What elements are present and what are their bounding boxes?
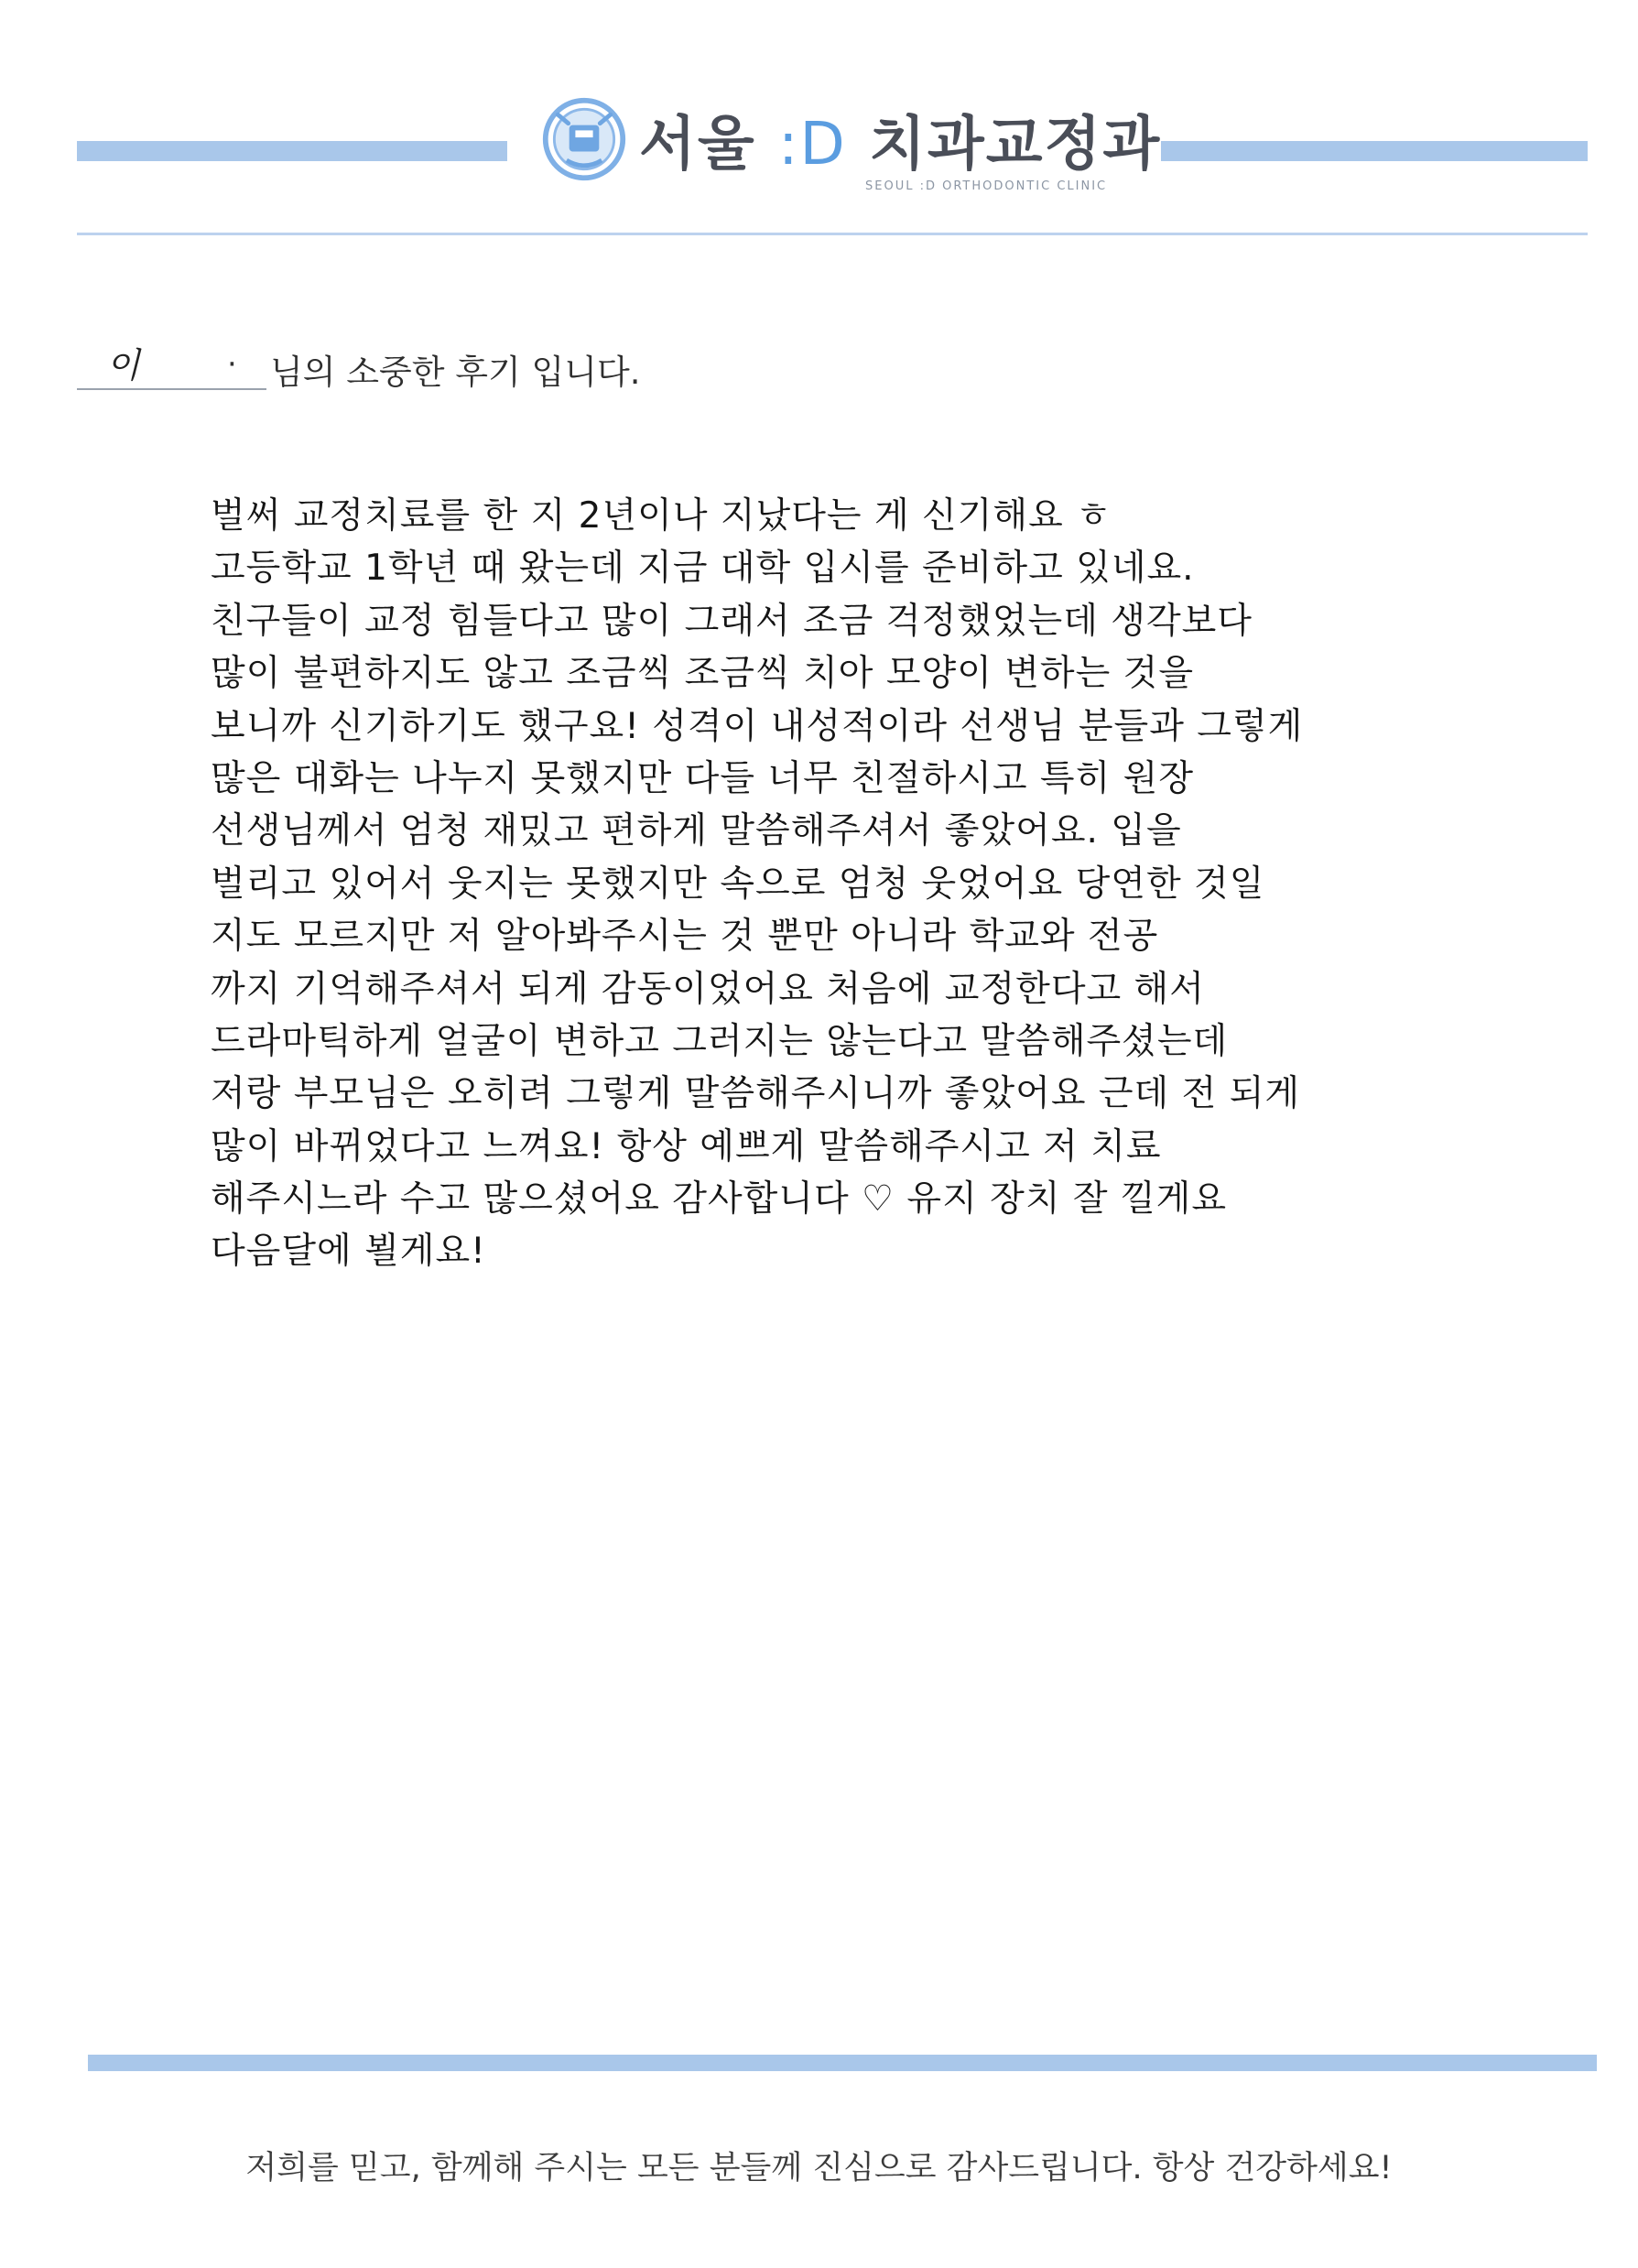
- clinic-emblem-icon: [540, 95, 628, 183]
- review-line: 벌리고 있어서 웃지는 못했지만 속으로 엄청 웃었어요 당연한 것일: [211, 863, 1265, 905]
- review-line: 많이 불편하지도 않고 조금씩 조금씩 치아 모양이 변하는 것을: [211, 653, 1195, 695]
- review-line: 많이 바뀌었다고 느껴요! 항상 예쁘게 말씀해주시고 저 치료: [211, 1125, 1162, 1167]
- review-line: 선생님께서 엄청 재밌고 편하게 말씀해주셔서 좋았어요. 입을: [211, 810, 1182, 852]
- review-line: 보니까 신기하기도 했구요! 성격이 내성적이라 선생님 분들과 그렇게: [211, 705, 1304, 747]
- reviewer-name-underline: [77, 388, 266, 390]
- reviewer-name-handwritten: 이: [106, 345, 140, 385]
- header-divider: [77, 233, 1588, 235]
- review-line: 저랑 부모님은 오히려 그렇게 말씀해주시니까 좋았어요 근데 전 되게: [211, 1073, 1301, 1115]
- review-heading: 님의 소중한 후기 입니다.: [270, 353, 641, 392]
- review-line: 많은 대화는 나누지 못했지만 다들 너무 친절하시고 특히 원장: [211, 757, 1195, 799]
- review-line: 다음달에 뵐게요!: [211, 1231, 486, 1273]
- review-line: 지도 모르지만 저 알아봐주시는 것 뿐만 아니라 학교와 전공: [211, 916, 1159, 958]
- review-line: 드라마틱하게 얼굴이 변하고 그러지는 않는다고 말씀해주셨는데: [211, 1020, 1229, 1062]
- review-body: [211, 490, 1392, 1278]
- review-line: 고등학교 1학년 때 왔는데 지금 대학 입시를 준비하고 있네요.: [211, 548, 1195, 590]
- footer-message: 저희를 믿고, 함께해 주시는 모든 분들께 진심으로 감사드립니다. 항상 건강하세요!: [245, 2150, 1393, 2187]
- review-line: 해주시느라 수고 많으셨어요 감사합니다 ♡ 유지 장치 잘 낄게요: [211, 1178, 1227, 1221]
- review-line: 친구들이 교정 힘들다고 많이 그래서 조금 걱정했었는데 생각보다: [211, 600, 1253, 642]
- reviewer-name-dot: ·: [227, 346, 237, 383]
- footer-bar: [88, 2055, 1597, 2071]
- review-line: 까지 기억해주셔서 되게 감동이었어요 처음에 교정한다고 해서: [211, 968, 1205, 1010]
- review-line: 벌써 교정치료를 한 지 2년이나 지났다는 게 신기해요 ㅎ: [211, 495, 1112, 537]
- header-bar-right: [1161, 141, 1588, 161]
- clinic-logo: [540, 92, 1162, 193]
- header-bar-left: [77, 141, 507, 161]
- logo-subtitle: SEOUL :D ORTHODONTIC CLINIC: [865, 179, 1108, 193]
- logo-wordmark: 서울 :D 치과교정과: [639, 111, 1162, 179]
